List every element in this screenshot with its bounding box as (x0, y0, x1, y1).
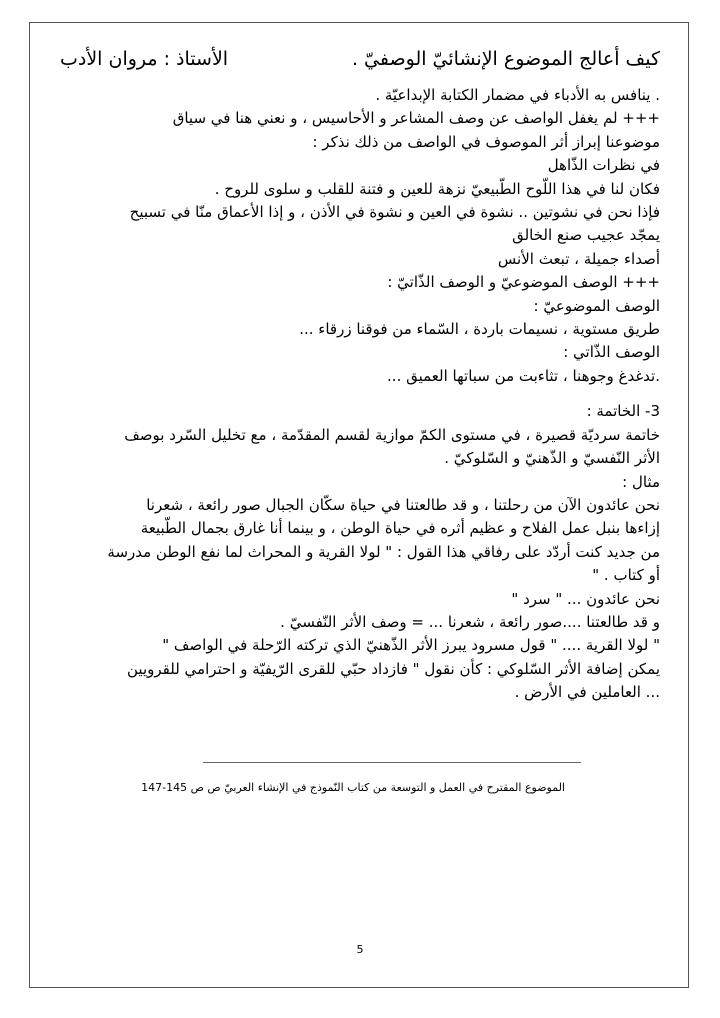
text-line: خاتمة سرديّة قصيرة ، في مستوى الكمّ موازية لقسم المقدّمة ، مع تخليل السّرد بوصف (124, 425, 660, 444)
text-line: الوصف الذّاتي : (563, 343, 660, 362)
section-heading-conclusion: 3- الخاتمة : (586, 402, 660, 421)
text-line: الأثر النّفسيّ و الذّهنيّ و السّلوكيّ . (444, 449, 660, 468)
text-line: .تدغدغ وجوهنا ، تثاءبت من سباتها العميق ... (387, 366, 660, 385)
text-line: . ينافس به الأدباء في مضمار الكتابة الإبداعيّة . (375, 86, 660, 104)
text-line: طريق مستوية ، نسيمات باردة ، السّماء من فوقنا زرقاء ... (299, 320, 660, 339)
text-line: " لولا القرية .... " قول مسرود يبرز الأثر الذّهنيّ الذي تركته الرّحلة في الواصف " (162, 636, 660, 655)
text-line: فإذا نحن في نشوتين .. نشوة في العين و نشوة في الأذن ، و إذا الأعماق منّا في تسبيح (129, 203, 660, 222)
document-header (60, 44, 660, 74)
document-body (50, 84, 660, 705)
text-line: موضوعنا إبراز أثر الموصوف في الواصف من ذلك نذكر : (312, 132, 660, 151)
text-line: فكان لنا في هذا اللّوح الطّبيعيّ نزهة للعين و فتنة للقلب و سلوى للروح . (214, 179, 660, 198)
text-line: إزاءها بنبل عمل الفلاح و عظيم أثره في حياة الوطن ، و بينما أنا غارق بجمال الطّبيعة (140, 519, 660, 538)
source-footnote: الموضوع المقترح في العمل و التوسعة من كتاب النّموذج في الإنشاء العربيّ ص ص 145-147 (141, 781, 565, 794)
text-line: يمجّد عجيب صنع الخالق (512, 226, 660, 245)
text-line: +++ الوصف الموضوعيّ و الوصف الذّاتيّ : (387, 273, 660, 292)
text-line: من جديد كنت أردّد على رفاقي هذا القول : " لولا القرية و المحراث لما نفع الوطن مدرسة (107, 542, 660, 561)
text-line: و قد طالعتنا ....صور رائعة ، شعرنا ... = وصف الأثر النّفسيّ . (280, 612, 660, 631)
text-line: نحن عائدون ... " سرد " (511, 589, 660, 608)
footnote-separator (203, 762, 581, 763)
text-line: الوصف الموضوعيّ : (533, 296, 660, 315)
text-line: يمكن إضافة الأثر السّلوكي : كأن نقول " فازداد حبّي للقرى الرّيفيّة و احترامي للقرويين (127, 659, 660, 678)
document-title: كيف أعالج الموضوع الإنشائيّ الوصفيّ . (351, 48, 660, 70)
text-line: +++ لم يغفل الواصف عن وصف المشاعر و الأحاسيس ، و نعني هنا في سياق (172, 109, 660, 128)
paragraph-gap (50, 388, 660, 400)
text-line: نحن عائدون الآن من رحلتنا ، و قد طالعتنا في حياة سكّان الجبال صور رائعة ، شعرنا (146, 495, 660, 514)
text-line: ... العاملين في الأرض . (514, 683, 660, 702)
text-line: مثال : (622, 472, 660, 491)
text-line: أو كتاب . " (592, 566, 660, 585)
text-line: في نظرات الذّاهل (547, 156, 660, 175)
text-line: أصداء جميلة ، تبعث الأنس (497, 249, 660, 268)
teacher-name: الأستاذ : مروان الأدب (60, 48, 229, 70)
page-number: 5 (356, 943, 364, 956)
